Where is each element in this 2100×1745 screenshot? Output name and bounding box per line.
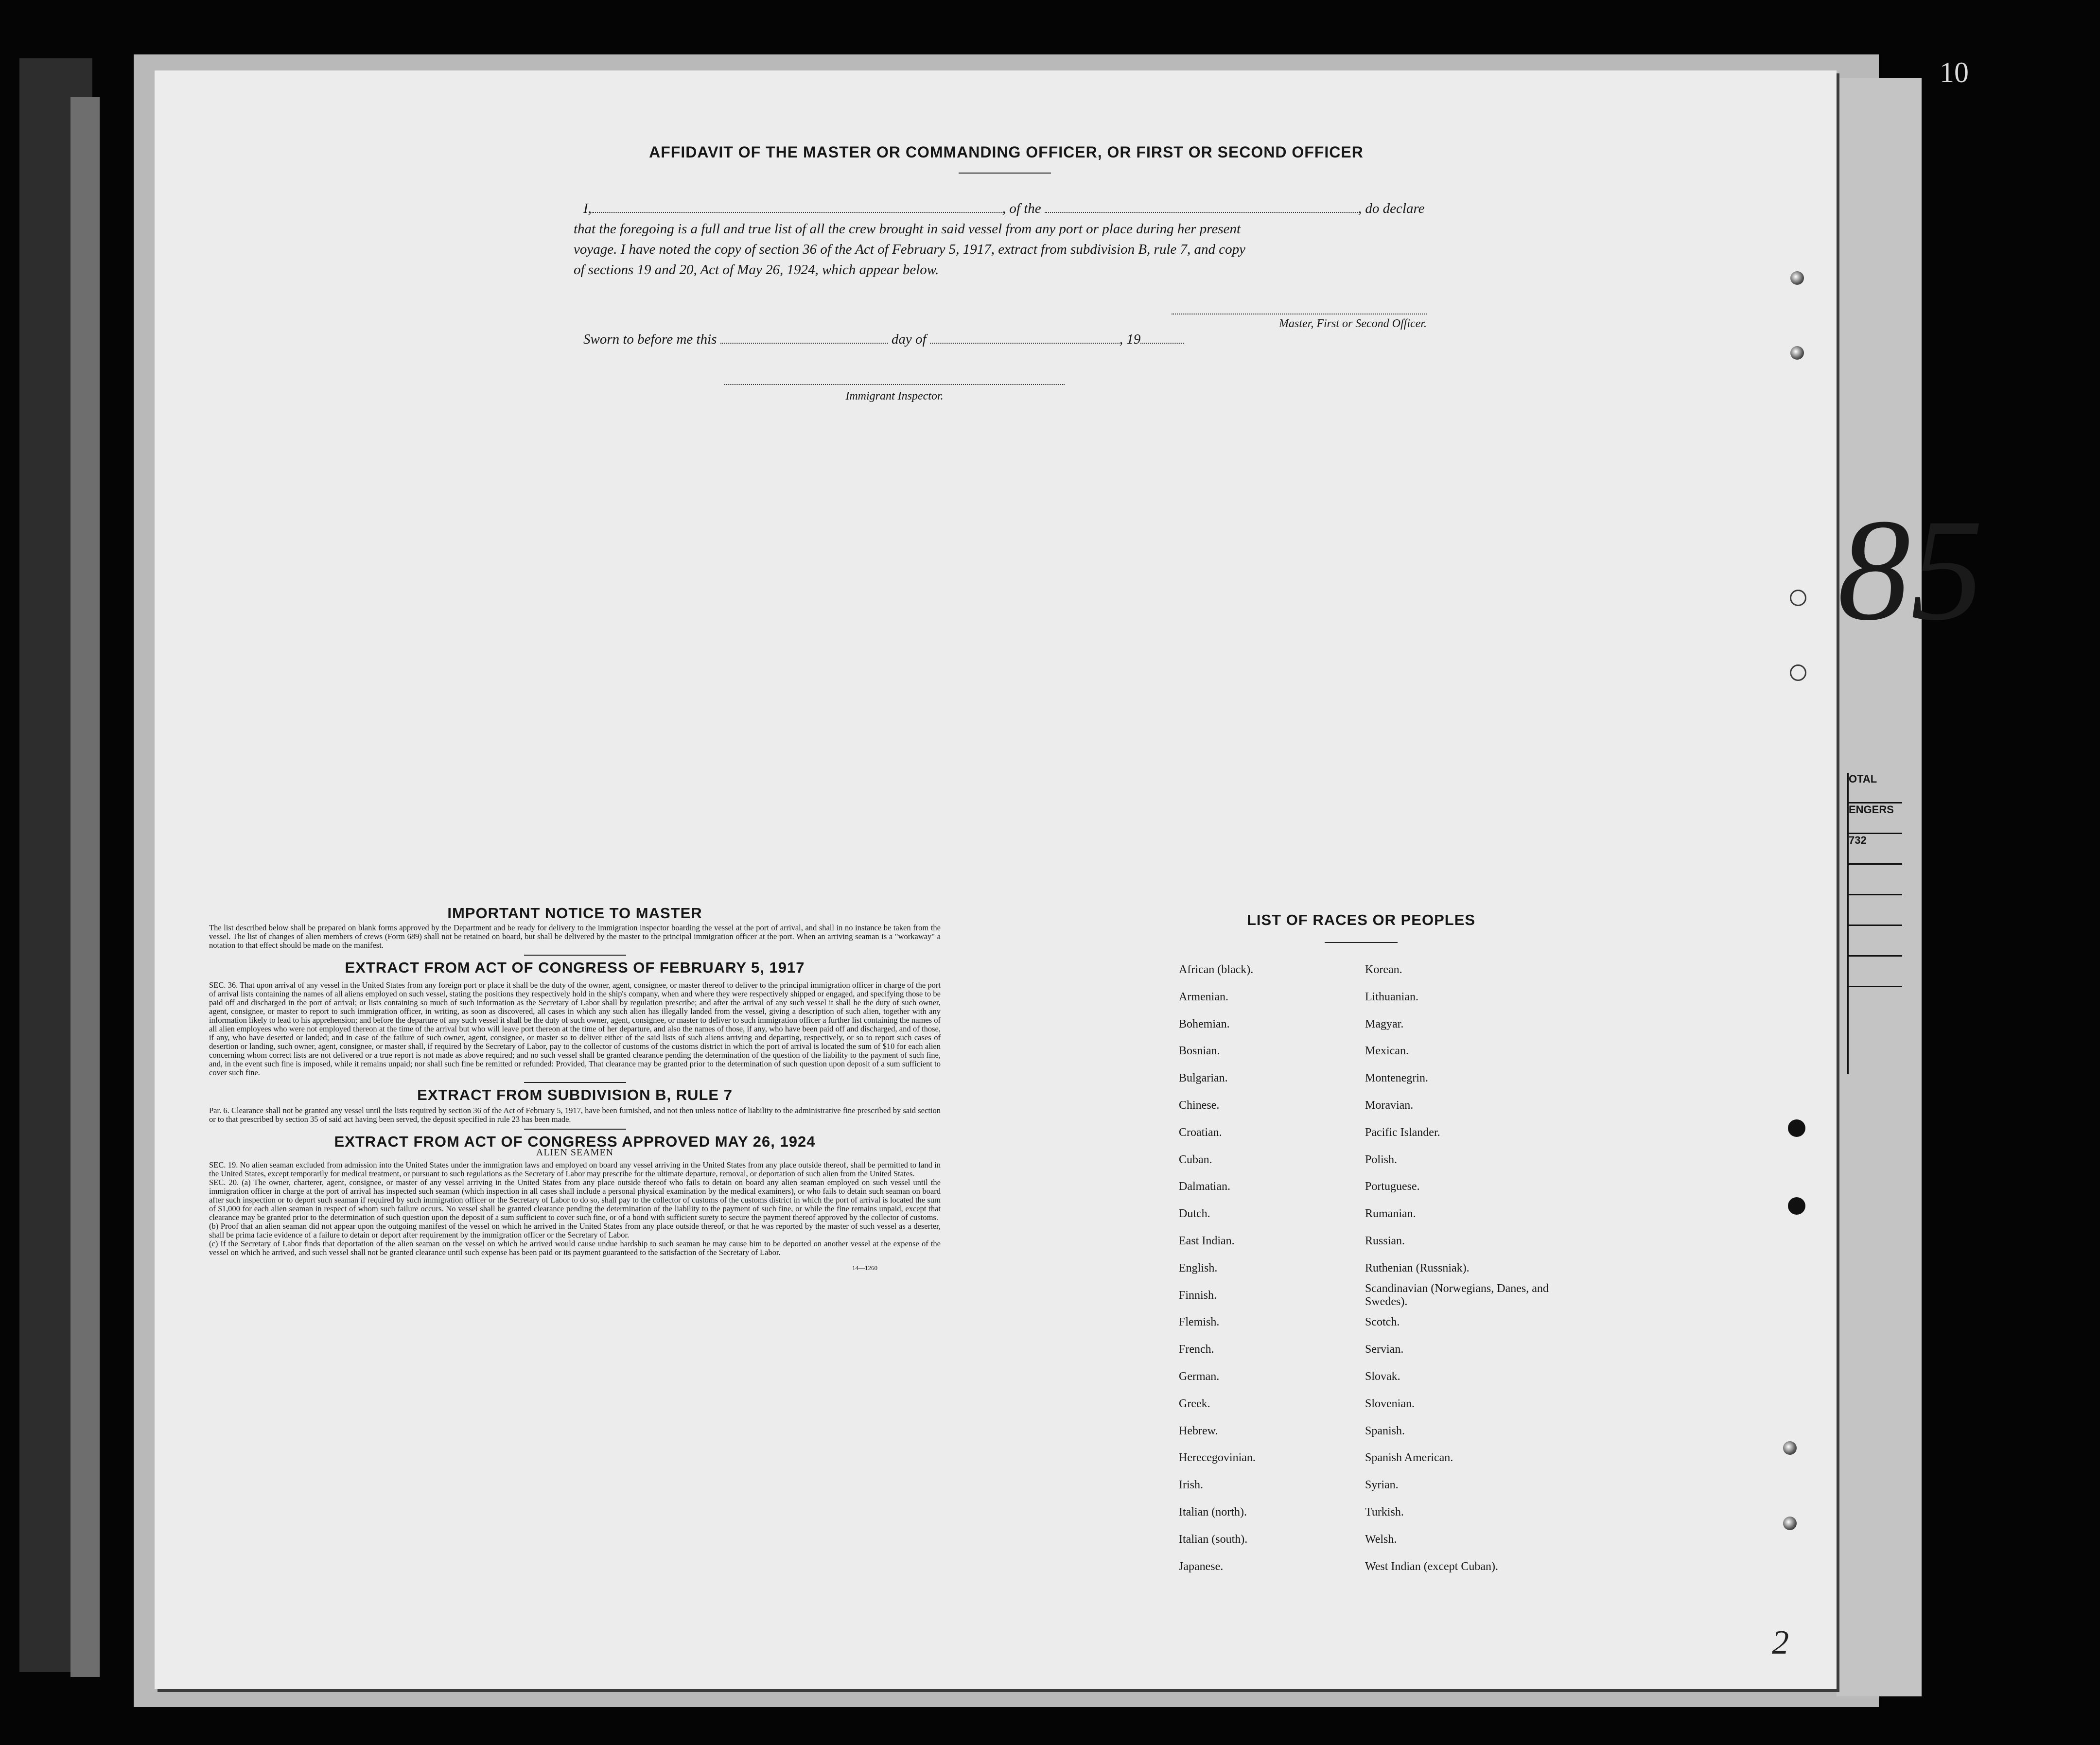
notice-body: The list described below shall be prepared on blank forms approved by the Department and be ready for delivery to the immigration inspector boarding the vessel at the port of arrival, and shall in no instance be taken from the vessel. The list of changes of alien members of crews (Form 689) shall not be retained on board, but shall be delivered by the master to the principal immigration officer at the port. When an arriving seaman is a "workaway" a notation to that effect should be made on the manifest.: [209, 923, 941, 950]
race-item: Pacific Islander.: [1365, 1126, 1440, 1139]
race-item: Greek.: [1179, 1397, 1210, 1410]
clip-top-2: [1790, 346, 1804, 360]
races-column-2: [1365, 957, 1550, 1580]
race-item: Japanese.: [1179, 1560, 1224, 1573]
section-divider: [524, 955, 626, 956]
extract-1924-sec20c: (c) If the Secretary of Labor finds that deportation of the alien seaman on the vessel on which he arrived would cause undue hardship to such seaman he may cause him to be deported on another vessel at the expense of the vessel on which he arrived, and such vessel shall not be granted clearance until such expense has been paid or its payment guaranteed to the satisfaction of the Secretary of Labor.: [209, 1239, 941, 1257]
extract-1924-title: EXTRACT FROM ACT OF CONGRESS APPROVED MAY 26, 1924: [334, 1133, 816, 1150]
races-divider: [1325, 942, 1398, 943]
race-item: Bosnian.: [1179, 1045, 1220, 1058]
affidavit-do-declare: , do declare: [1358, 201, 1425, 216]
table-fragment-cell: [1849, 957, 1902, 987]
extract-1924-sec19: SEC. 19. No alien seaman excluded from admission into the United States under the immigration laws and employed on board any vessel arriving in the United States from any place outside thereof, shall be permitted to land in the United States, except temporarily for medical treatment, or pursuant to such regulations as the Secretary of Labor may prescribe for the ultimate departure, removal, or deportation of such alien from the United States.: [209, 1160, 941, 1178]
neighbour-table-fragment: [1847, 773, 1902, 1074]
table-fragment-cell: ENGERS: [1849, 803, 1902, 834]
extract-1924-sec20b: (b) Proof that an alien seaman did not appear upon the outgoing manifest of the vessel on which he arrived in the United States from any place outside thereof, or that he was reported by the master of such vessel as a deserter, shall be prima facie evidence of a failure to detain or deport after requirement by the immigration officer or the Secretary of Labor.: [209, 1222, 941, 1239]
race-item: Magyar.: [1365, 1017, 1404, 1030]
table-fragment-cell: [1849, 926, 1902, 957]
race-item: Italian (north).: [1179, 1505, 1247, 1518]
race-item: Cuban.: [1179, 1153, 1212, 1166]
race-item: Dalmatian.: [1179, 1180, 1230, 1193]
handwritten-bottom-mark: 2: [1772, 1624, 1789, 1661]
handwritten-corner-number: 10: [1940, 56, 1969, 88]
extract-1924-subtitle: ALIEN SEAMEN: [536, 1147, 614, 1158]
section-divider: [524, 1129, 626, 1130]
clip-top: [1790, 271, 1804, 285]
punch-hole: [1788, 1197, 1805, 1215]
race-item: Polish.: [1365, 1153, 1398, 1166]
race-item: Portuguese.: [1365, 1180, 1420, 1193]
race-item: West Indian (except Cuban).: [1365, 1560, 1498, 1573]
clip-bottom: [1783, 1441, 1797, 1455]
extract-1924-sec20a: SEC. 20. (a) The owner, charterer, agent, consignee, or master of any vessel arriving in the United States from any place outside thereof who fails to detain on board any alien seaman employed on such vessel until the immigration officer in charge at the port of arrival has inspected such seaman (which inspection in all cases shall include a personal physical examination by the medical examiners), or who fails to detain such seaman on board after such inspection or to deport such seaman if required by such immigration officer or the Secretary of Labor to do so, shall pay to the collector of customs of the customs district in which the port of arrival is located the sum of $1,000 for each alien seaman in respect of whom such failure occurs. No vessel shall be granted clearance pending the determination of the liability to the payment of such fine, or while the fine remains unpaid, except that clearance may be granted prior to the determination of such question upon the deposit of a sum sufficient to cover such fine, or of a bond with sufficient surety to secure the payment thereof approved by the collector of customs.: [209, 1178, 941, 1222]
race-item: Dutch.: [1179, 1207, 1210, 1221]
name-field[interactable]: [592, 212, 1002, 213]
table-fragment-cell: [1849, 895, 1902, 926]
race-item: Korean.: [1365, 963, 1402, 976]
title-divider: [959, 173, 1051, 174]
affidavit-line-4: of sections 19 and 20, Act of May 26, 1924, which appear below.: [574, 262, 939, 278]
race-item: Mexican.: [1365, 1045, 1409, 1058]
race-item: Welsh.: [1365, 1533, 1397, 1546]
sworn-line: [583, 332, 1288, 348]
affidavit-line-2: that the foregoing is a full and true list of all the crew brought in said vessel from any port or place during her present: [574, 221, 1241, 237]
race-item: Spanish American.: [1365, 1451, 1453, 1465]
race-item: German.: [1179, 1370, 1220, 1383]
sworn-month-field[interactable]: [930, 343, 1120, 344]
form-number: 14—1260: [852, 1264, 877, 1272]
race-item: English.: [1179, 1261, 1218, 1274]
handwritten-number-large: 85: [1838, 489, 1983, 650]
affidavit-statement: [574, 198, 1478, 280]
section-divider: [524, 1082, 626, 1083]
race-item: Slovak.: [1365, 1370, 1400, 1383]
race-item: Scandinavian (Norwegians, Danes, and Swedes).: [1365, 1282, 1549, 1308]
under-sheet-left-strip: [70, 97, 100, 1677]
race-item: French.: [1179, 1343, 1214, 1356]
punch-hole-ring: [1790, 664, 1806, 681]
races-column-1: [1179, 957, 1354, 1580]
sworn-day-of: day of: [891, 332, 927, 347]
race-item: Flemish.: [1179, 1316, 1220, 1329]
races-title: LIST OF RACES OR PEOPLES: [1246, 911, 1476, 928]
race-item: Slovenian.: [1365, 1397, 1415, 1410]
extract-rule7-title: EXTRACT FROM SUBDIVISION B, RULE 7: [417, 1086, 733, 1103]
race-item: Montenegrin.: [1365, 1072, 1428, 1085]
race-item: Syrian.: [1365, 1479, 1399, 1492]
sworn-year: , 19: [1119, 332, 1141, 347]
sworn-year-field[interactable]: [1140, 343, 1184, 344]
table-fragment-cell: 732: [1849, 834, 1902, 865]
sworn-prefix: Sworn to before me this: [583, 332, 717, 347]
race-item: Herecegovinian.: [1179, 1451, 1256, 1465]
extract-1917-title: EXTRACT FROM ACT OF CONGRESS OF FEBRUARY 5, 1917: [345, 959, 805, 976]
form-sheet: [155, 70, 1837, 1689]
race-item: Bulgarian.: [1179, 1072, 1228, 1085]
vessel-field[interactable]: [1045, 212, 1358, 213]
extract-rule7-body: Par. 6. Clearance shall not be granted any vessel until the lists required by section 36 of the Act of February 5, 1917, have been furnished, and not then unless notice of liability to the administrative fine prescribed by said section or to that prescribed by section 35 of said act having been served, the deposit specified in rule 23 has been made.: [209, 1106, 941, 1124]
affidavit-title: AFFIDAVIT OF THE MASTER OR COMMANDING OFFICER, OR FIRST OR SECOND OFFICER: [649, 143, 1364, 161]
extract-1917-body: SEC. 36. That upon arrival of any vessel in the United States from any foreign port or place it shall be the duty of the owner, agent, consignee, or master thereof to deliver to the principal immigration officer in charge of the port of arrival lists containing the names of all aliens employed on such vessel, stating the positions they respectively hold in the ship's company, when and where they were respectively shipped or engaged, and specifying those to be paid off and discharged in the port of arrival; or lists containing so much of such information as the Secretary of Labor shall by regulation prescribe; and after the arrival of any such vessel it shall be the duty of such owner, agent, consignee, or master to report to such immigration officer, in writing, as soon as discovered, all cases in which any such alien has illegally landed from the vessel, giving a description of such alien, together with any information likely to lead to his apprehension; and before the departure of any such vessel it shall be the duty of such owner, agent, consignee, or master to deliver to such immigration officer a further list containing the names of all alien employees who were not employed thereon at the time of the arrival but who will leave port thereon at the time of her departure, and also the names of those, if any, who have been paid off and discharged, and of those, if any, who have deserted or landed; and in case of the failure of such owner, agent, consignee, or master so to deliver either of the said lists of such aliens arriving and departing, respectively, or so to report such cases of desertion or landing, such owner, agent, consignee, or master shall, if required by the Secretary of Labor, pay to the collector of customs of the customs district in which the port of arrival is located the sum of $10 for each alien concerning whom correct lists are not delivered or a true report is not made as above required; and no such vessel shall be granted clearance pending the determination of the question of the liability to the payment of such fine, and, in the event such fine is imposed, while it remains unpaid; nor shall such fine be remitted or refunded: Provided, That clearance may be granted prior to the determination of such question upon deposit of a sum sufficient to cover such fine.: [209, 980, 941, 1077]
affidavit-line-1: [574, 198, 1478, 219]
punch-hole-ring: [1790, 590, 1806, 606]
affidavit-of-the: , of the: [1002, 201, 1041, 216]
race-item: East Indian.: [1179, 1234, 1235, 1247]
race-item: Ruthenian (Russniak).: [1365, 1261, 1470, 1274]
race-item: Italian (south).: [1179, 1533, 1248, 1546]
sworn-date-field[interactable]: [720, 343, 888, 344]
punch-hole: [1788, 1119, 1805, 1137]
race-item: Russian.: [1365, 1234, 1405, 1247]
race-item: Croatian.: [1179, 1126, 1222, 1139]
race-item: Moravian.: [1365, 1099, 1414, 1112]
race-item: Scotch.: [1365, 1316, 1400, 1329]
race-item: Hebrew.: [1179, 1424, 1218, 1437]
race-item: African (black).: [1179, 963, 1254, 976]
race-item: Servian.: [1365, 1343, 1404, 1356]
table-fragment-cell: [1849, 865, 1902, 895]
race-item: Turkish.: [1365, 1505, 1404, 1518]
affidavit-i: I,: [583, 201, 592, 216]
race-item: Irish.: [1179, 1479, 1203, 1492]
clip-bottom-2: [1783, 1517, 1797, 1530]
race-item: Spanish.: [1365, 1424, 1405, 1437]
legal-notices: [209, 905, 941, 1273]
notice-title: IMPORTANT NOTICE TO MASTER: [447, 905, 702, 922]
race-item: Armenian.: [1179, 990, 1228, 1003]
race-item: Bohemian.: [1179, 1017, 1230, 1030]
race-item: Finnish.: [1179, 1289, 1217, 1302]
race-item: Chinese.: [1179, 1099, 1220, 1112]
race-item: Rumanian.: [1365, 1207, 1416, 1221]
race-item: Lithuanian.: [1365, 990, 1418, 1003]
inspector-signature-line[interactable]: Immigrant Inspector.: [724, 384, 1065, 403]
table-fragment-cell: OTAL: [1849, 773, 1902, 803]
master-signature-line[interactable]: Master, First or Second Officer.: [1172, 314, 1427, 331]
affidavit-line-3: voyage. I have noted the copy of section 36 of the Act of February 5, 1917, extract from subdivision B, rule 7, and copy: [574, 242, 1246, 257]
